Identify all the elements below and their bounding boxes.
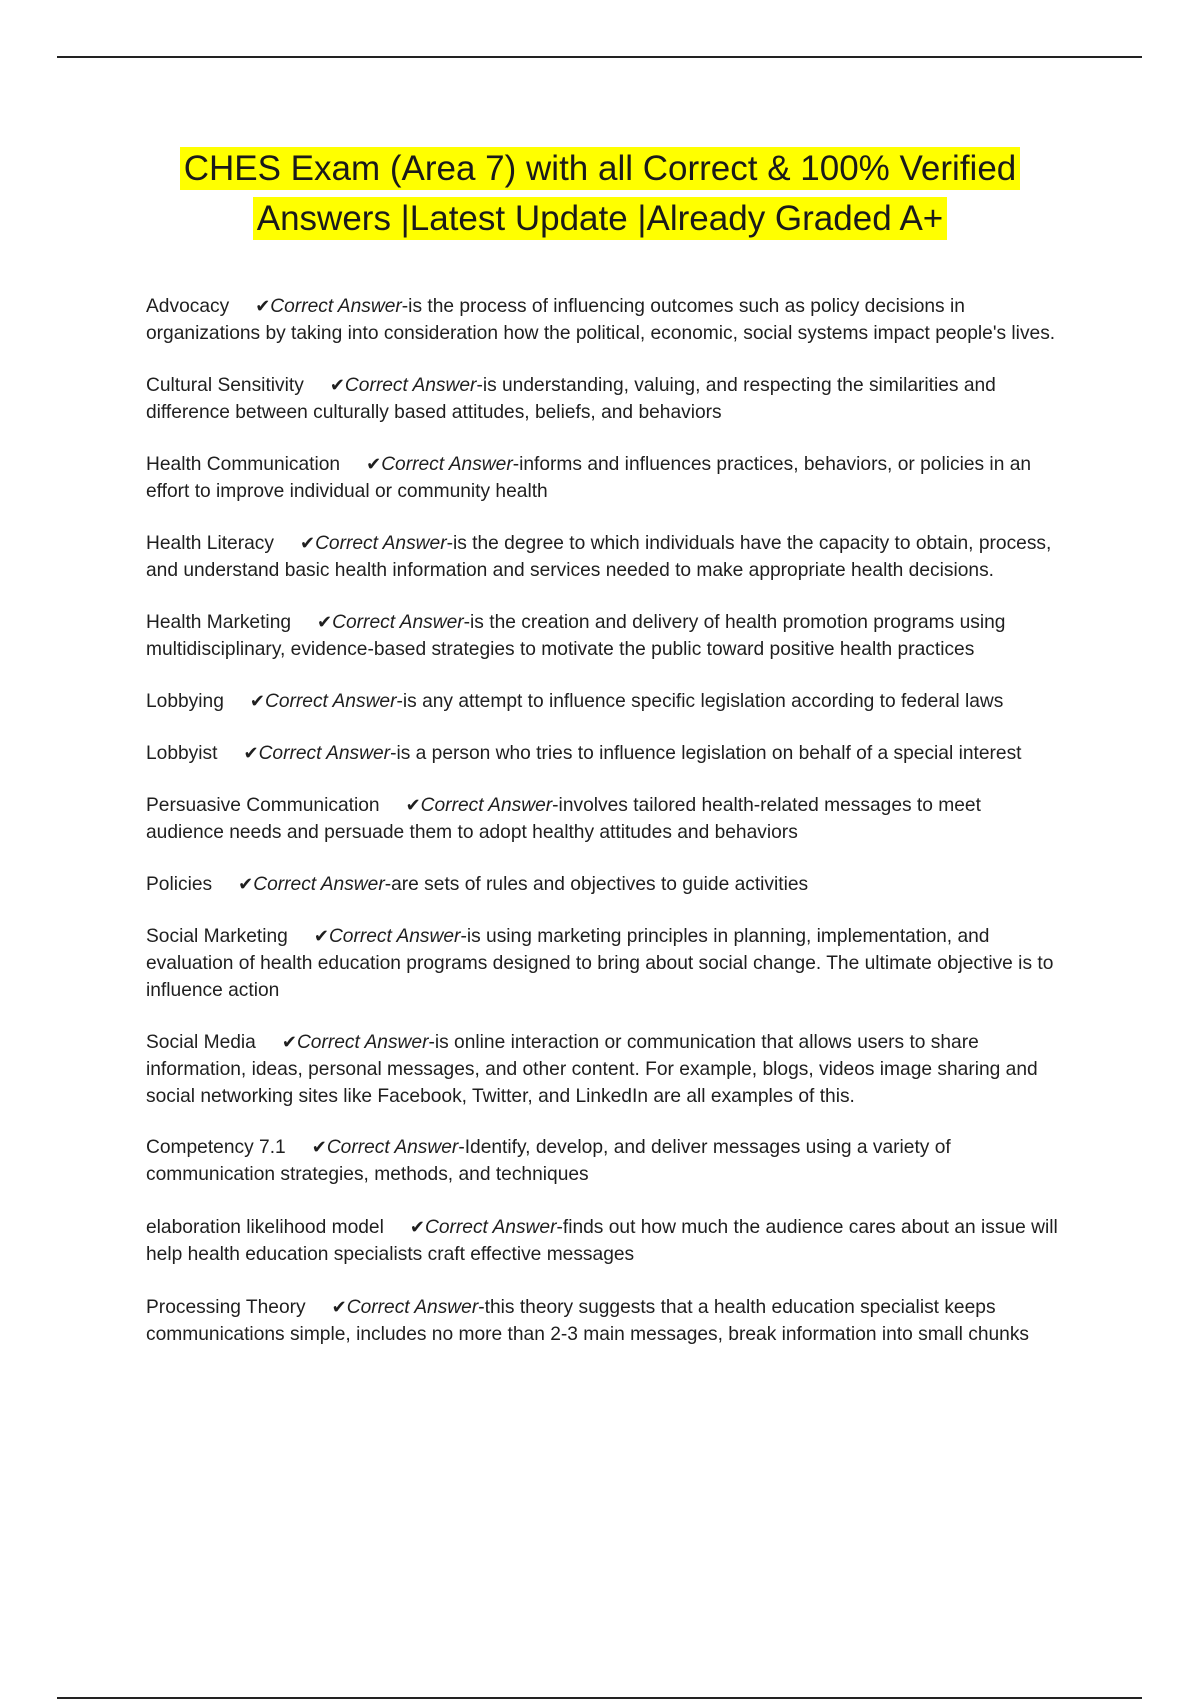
entry-term: Competency 7.1 [146, 1137, 286, 1158]
entry-term: Health Literacy [146, 533, 274, 554]
entry-term: Processing Theory [146, 1297, 306, 1318]
answer-label: Correct Answer [258, 743, 391, 764]
checkmark-icon: ✔ [281, 1032, 297, 1052]
answer-label: Correct Answer [424, 1217, 557, 1238]
qa-entry [146, 609, 1058, 663]
qa-entry [146, 1294, 1058, 1348]
checkmark-icon: ✔ [405, 795, 421, 815]
answer-label: Correct Answer [346, 1297, 479, 1318]
checkmark-icon: ✔ [409, 1217, 425, 1237]
qa-entry [146, 451, 1058, 505]
entry-term: Cultural Sensitivity [146, 375, 304, 396]
checkmark-icon: ✔ [243, 743, 259, 763]
checkmark-icon: ✔ [329, 375, 345, 395]
entry-definition: -is the creation and delivery of health promotion programs using multidisciplinary, evidence-based strategies to motivate the public toward positive health practices [146, 612, 1006, 660]
checkmark-icon: ✔ [249, 691, 265, 711]
entry-term: Lobbyist [146, 743, 218, 764]
qa-entry [146, 372, 1058, 426]
title-line-1: CHES Exam (Area 7) with all Correct & 100% Verified [180, 147, 1021, 190]
entry-term: Lobbying [146, 691, 224, 712]
qa-entry [146, 1214, 1058, 1268]
entry-definition: -is online interaction or communication that allows users to share information, ideas, personal messages, and other content. For example, blogs, videos image sharing and social networking sites like Facebook, Twitter, and LinkedIn are all examples of this. [146, 1032, 1038, 1107]
entry-definition: -are sets of rules and objectives to guide activities [384, 874, 809, 895]
entry-definition: -is the process of influencing outcomes such as policy decisions in organizations by taking into consideration how the political, economic, social systems impact people's lives. [146, 296, 1056, 344]
entry-term: Social Media [146, 1032, 256, 1053]
answer-label: Correct Answer [296, 1032, 429, 1053]
entry-definition: -is a person who tries to influence legislation on behalf of a special interest [390, 743, 1022, 764]
checkmark-icon: ✔ [311, 1137, 327, 1157]
entry-term: Persuasive Communication [146, 795, 380, 816]
answer-label: Correct Answer [332, 612, 464, 633]
checkmark-icon: ✔ [255, 296, 271, 316]
entry-definition: -is using marketing principles in planning, implementation, and evaluation of health education programs designed to bring about social change. The ultimate objective is to influence action [146, 926, 1054, 1001]
answer-label: Correct Answer [264, 691, 397, 712]
qa-entry [146, 871, 1058, 898]
qa-entry [146, 792, 1058, 846]
answer-label: Correct Answer [315, 533, 447, 554]
entry-definition: -finds out how much the audience cares about an issue will help health education specialists craft effective messages [146, 1217, 1058, 1265]
entry-definition: -is understanding, valuing, and respecting the similarities and difference between culturally based attitudes, beliefs, and behaviors [146, 375, 996, 423]
answer-label: Correct Answer [381, 454, 513, 475]
qa-entry [146, 530, 1058, 584]
document-title [100, 144, 1100, 244]
answer-label: Correct Answer [326, 1137, 459, 1158]
checkmark-icon: ✔ [331, 1297, 347, 1317]
checkmark-icon: ✔ [366, 454, 382, 474]
entry-term: elaboration likelihood model [146, 1217, 384, 1238]
entry-definition: -is the degree to which individuals have the capacity to obtain, process, and understand basic health information and services needed to make appropriate health decisions. [146, 533, 1052, 581]
qa-entry [146, 923, 1058, 1004]
entry-definition: -informs and influences practices, behaviors, or policies in an effort to improve individual or community health [146, 454, 1032, 502]
qa-entry [146, 293, 1058, 347]
qa-list [146, 293, 1058, 1348]
qa-entry [146, 1029, 1058, 1110]
entry-definition: -this theory suggests that a health education specialist keeps communications simple, includes no more than 2-3 main messages, break information into small chunks [146, 1297, 1030, 1345]
answer-label: Correct Answer [253, 874, 385, 895]
qa-entry [146, 688, 1058, 715]
entry-term: Health Communication [146, 454, 341, 475]
checkmark-icon: ✔ [238, 874, 254, 894]
entry-term: Policies [146, 874, 213, 895]
answer-label: Correct Answer [270, 296, 402, 317]
entry-definition: -involves tailored health-related messages to meet audience needs and persuade them to adopt healthy attitudes and behaviors [146, 795, 981, 843]
entry-term: Advocacy [146, 296, 230, 317]
entry-definition: -Identify, develop, and deliver messages using a variety of communication strategies, methods, and techniques [146, 1137, 951, 1185]
answer-label: Correct Answer [328, 926, 461, 947]
checkmark-icon: ✔ [317, 612, 333, 632]
entry-term: Social Marketing [146, 926, 288, 947]
checkmark-icon: ✔ [313, 926, 329, 946]
answer-label: Correct Answer [344, 375, 477, 396]
checkmark-icon: ✔ [299, 533, 316, 553]
qa-entry [146, 740, 1058, 767]
qa-entry [146, 1134, 1058, 1188]
title-line-2: Answers |Latest Update |Already Graded A+ [253, 197, 947, 240]
top-divider [57, 56, 1142, 58]
entry-definition: -is any attempt to influence specific legislation according to federal laws [396, 691, 1004, 712]
bottom-divider [57, 1697, 1142, 1699]
answer-label: Correct Answer [420, 795, 553, 816]
entry-term: Health Marketing [146, 612, 292, 633]
